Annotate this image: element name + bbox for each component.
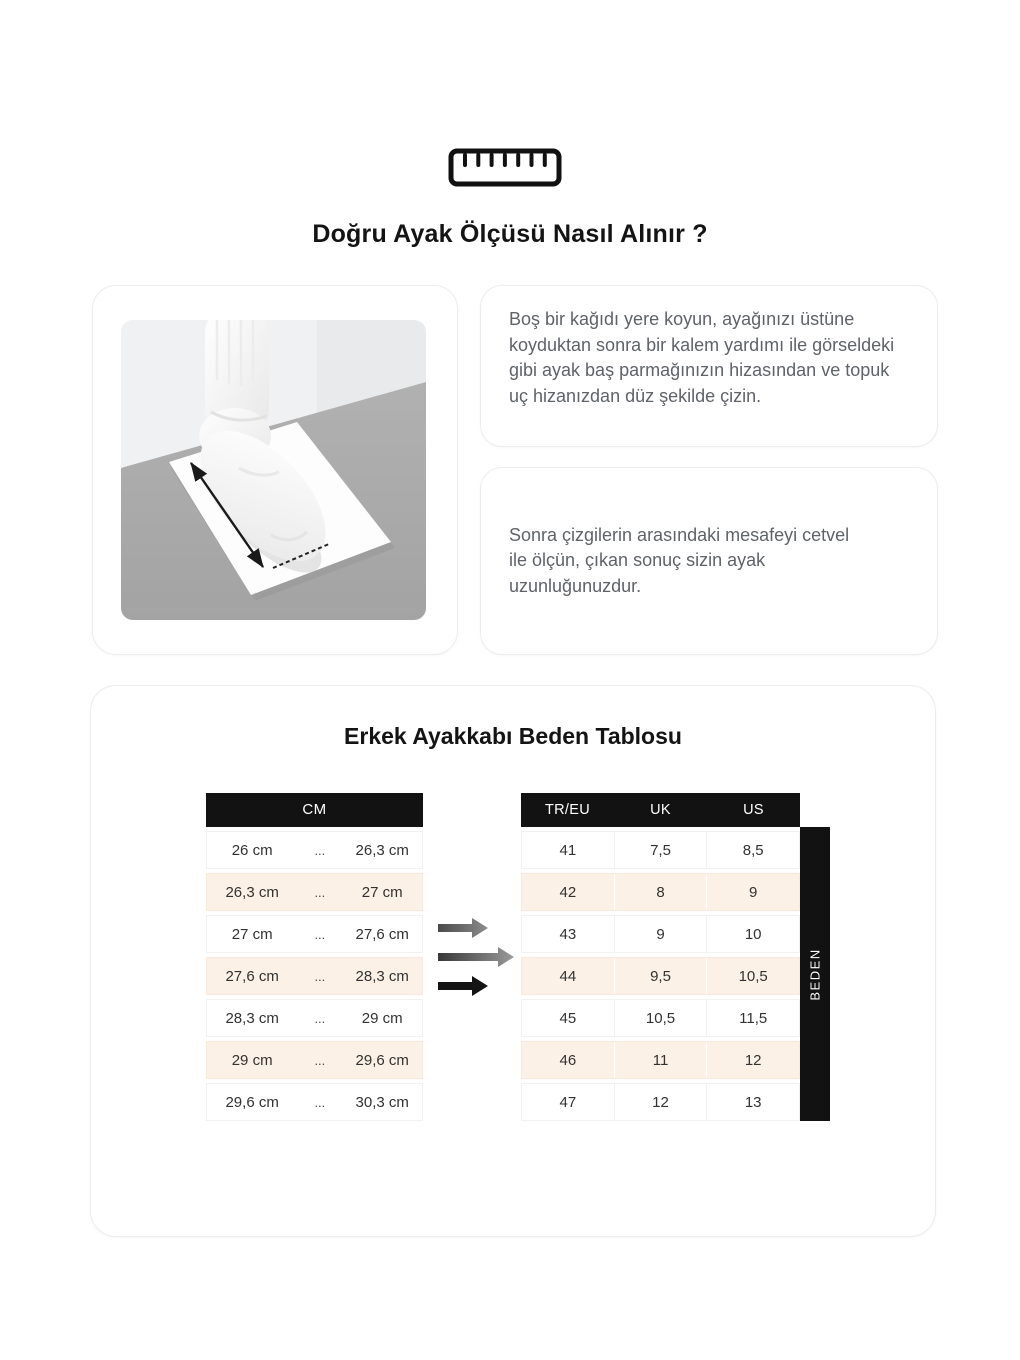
- table-cell: 26,3 cm: [355, 841, 409, 859]
- table-row: [521, 915, 800, 953]
- table-cell: ...: [314, 1094, 326, 1110]
- table-cell: 9: [614, 916, 707, 952]
- size-table-card: [90, 685, 936, 1237]
- table-cell: 12: [706, 1042, 799, 1078]
- table-cell: 29,6 cm: [355, 1051, 409, 1069]
- table-cell: 27 cm: [231, 925, 273, 943]
- table-row: [206, 957, 423, 995]
- table-cell: 11: [614, 1042, 707, 1078]
- measurement-photo-card: [92, 285, 458, 655]
- table-cell: ...: [314, 884, 326, 900]
- instruction-step-1-card: [480, 285, 938, 447]
- table-cell: 8,5: [706, 832, 799, 868]
- table-cell: 27,6 cm: [225, 967, 279, 985]
- beden-side-label: [800, 827, 830, 1121]
- table-cell: 42: [559, 883, 577, 901]
- size-table-header-row: [521, 793, 800, 827]
- table-row: [521, 1041, 800, 1079]
- beden-label-text: BEDEN: [807, 947, 823, 1001]
- table-cell: 13: [706, 1084, 799, 1120]
- instruction-step-1-text: Boş bir kağıdı yere koyun, ayağınızı üstüne koyduktan sonra bir kalem yardımı ile görseldeki gibi ayak baş parmağınızın hizasından ve topuk uç hizanızdan düz şekilde çizin.: [509, 309, 895, 406]
- table-cell: 29,6 cm: [225, 1093, 279, 1111]
- table-cell: ...: [314, 1052, 326, 1068]
- table-cell: 27 cm: [361, 883, 403, 901]
- table-cell: 28,3 cm: [225, 1009, 279, 1027]
- table-cell: 30,3 cm: [355, 1093, 409, 1111]
- table-row: [206, 1041, 423, 1079]
- table-cell: ...: [314, 968, 326, 984]
- table-row: [206, 999, 423, 1037]
- instruction-step-2-card: [480, 467, 938, 655]
- table-row: [206, 915, 423, 953]
- table-row: [521, 957, 800, 995]
- table-cell: 12: [614, 1084, 707, 1120]
- table-cell: 26,3 cm: [225, 883, 279, 901]
- table-row: [521, 873, 800, 911]
- table-cell: 41: [559, 841, 577, 859]
- table-row: [206, 1083, 423, 1121]
- table-cell: 27,6 cm: [355, 925, 409, 943]
- table-cell: 10,5: [614, 1000, 707, 1036]
- arrows-right-icon: [436, 912, 516, 1004]
- table-cell: 47: [559, 1093, 577, 1111]
- table-cell: 11,5: [706, 1000, 799, 1036]
- table-cell: ...: [314, 842, 326, 858]
- table-cell: 10,5: [706, 958, 799, 994]
- table-cell: 28,3 cm: [355, 967, 409, 985]
- table-row: [521, 831, 800, 869]
- size-table-body: [521, 831, 800, 1121]
- table-cell: 45: [559, 1009, 577, 1027]
- table-cell: ...: [314, 1010, 326, 1026]
- table-cell: 46: [559, 1051, 577, 1069]
- table-row: [521, 999, 800, 1037]
- foot-measurement-photo: [121, 320, 426, 620]
- page-title: Doğru Ayak Ölçüsü Nasıl Alınır ?: [312, 220, 708, 248]
- table-cell: 44: [559, 967, 577, 985]
- table-cell: 10: [706, 916, 799, 952]
- table-cell: ...: [314, 926, 326, 942]
- size-table-title: Erkek Ayakkabı Beden Tablosu: [344, 723, 682, 749]
- table-cell: 26 cm: [231, 841, 273, 859]
- table-row: [206, 831, 423, 869]
- instruction-step-2-text: Sonra çizgilerin arasındaki mesafeyi cetvel ile ölçün, çıkan sonuç sizin ayak uzunluğunuzdur.: [509, 524, 850, 596]
- table-cell: 29 cm: [361, 1009, 403, 1027]
- table-row: [206, 873, 423, 911]
- ruler-icon: [447, 146, 563, 188]
- cm-table-header: CM: [206, 793, 423, 827]
- size-table-header-uk: UK: [650, 802, 671, 818]
- table-cell: 7,5: [614, 832, 707, 868]
- cm-table-body: [206, 831, 423, 1121]
- cm-table: [206, 793, 423, 1121]
- table-row: [521, 1083, 800, 1121]
- size-table-header-treu: TR/EU: [545, 802, 590, 818]
- table-cell: 43: [559, 925, 577, 943]
- table-cell: 8: [614, 874, 707, 910]
- table-cell: 9: [706, 874, 799, 910]
- size-table-header-us: US: [743, 802, 764, 818]
- size-conversion-table: [521, 793, 800, 1121]
- table-cell: 29 cm: [231, 1051, 273, 1069]
- table-cell: 9,5: [614, 958, 707, 994]
